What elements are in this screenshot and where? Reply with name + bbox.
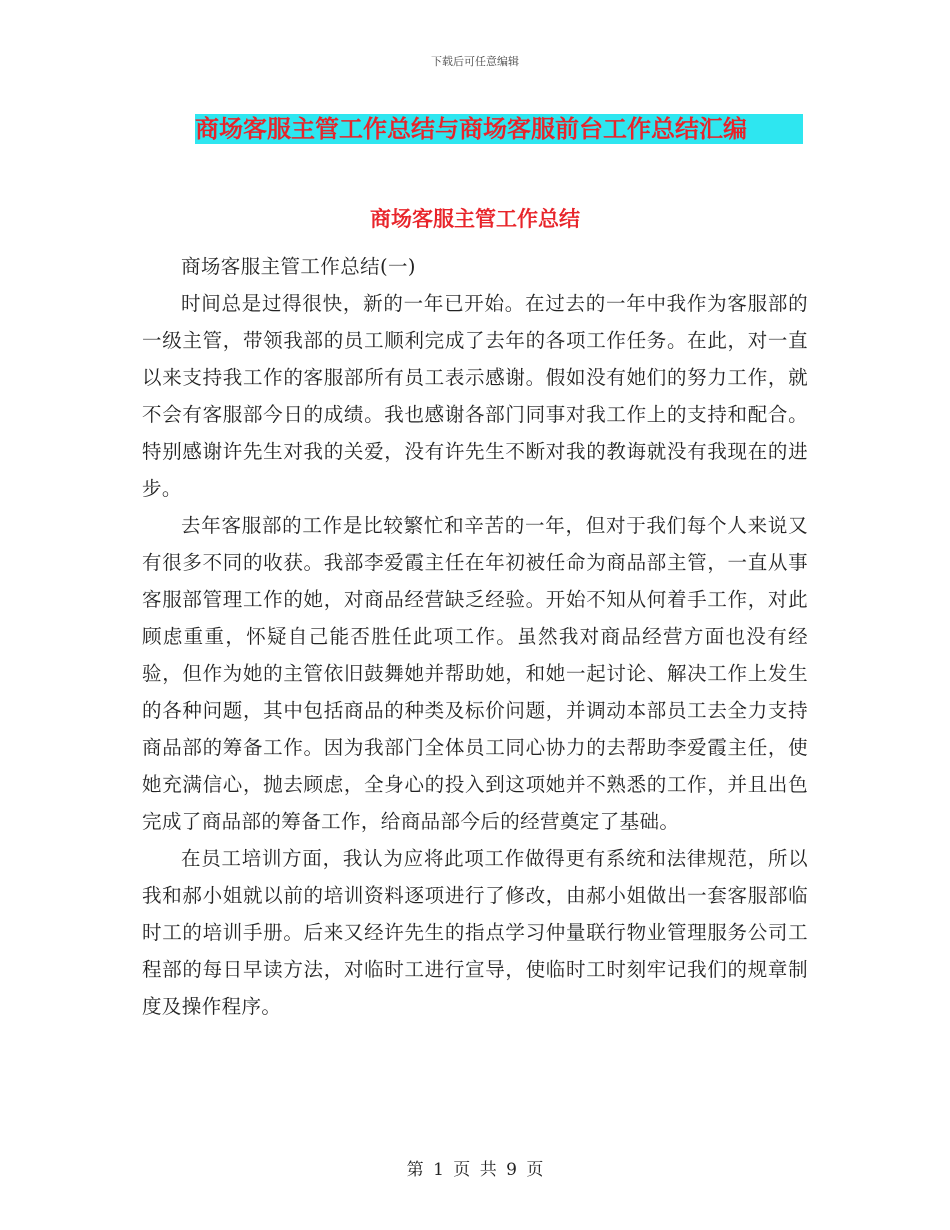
section-title: 商场客服主管工作总结: [370, 207, 580, 231]
page-footer: 第 1 页 共 9 页: [406, 1160, 544, 1180]
paragraph: 在员工培训方面，我认为应将此项工作做得更有系统和法律规范，所以我和郝小姐就以前的培训资料逐项进行了修改，由郝小姐做出一套客服部临时工的培训手册。后来又经许先生的指点学习仲量联行物业管理服务公司工程部的每日早读方法，对临时工进行宣导，使临时工时刻牢记我们的规章制度及操作程序。: [142, 847, 808, 1018]
paragraph: 时间总是过得很快，新的一年已开始。在过去的一年中我作为客服部的一级主管，带领我部的员工顺利完成了去年的各项工作任务。在此，对一直以来支持我工作的客服部所有员工表示感谢。假如没有她们的努力工作，就不会有客服部今日的成绩。我也感谢各部门同事对我工作上的支持和配合。特别感谢许先生对我的关爱，没有许先生不断对我的教诲就没有我现在的进步。: [142, 292, 808, 500]
document-title: 商场客服主管工作总结与商场客服前台工作总结汇编: [195, 114, 803, 144]
paragraph: 去年客服部的工作是比较繁忙和辛苦的一年，但对于我们每个人来说又有很多不同的收获。我部李爱霞主任在年初被任命为商品部主管，一直从事客服部管理工作的她，对商品经营缺乏经验。开始不知从何着手工作，对此顾虑重重，怀疑自己能否胜任此项工作。虽然我对商品经营方面也没有经验，但作为她的主管依旧鼓舞她并帮助她，和她一起讨论、解决工作上发生的各种问题，其中包括商品的种类及标价问题，并调动本部员工去全力支持商品部的筹备工作。因为我部门全体员工同心协力的去帮助李爱霞主任，使她充满信心，抛去顾虑，全身心的投入到这项她并不熟悉的工作，并且出色完成了商品部的筹备工作，给商品部今后的经营奠定了基础。: [142, 514, 808, 833]
header-note: 下载后可任意编辑: [431, 55, 519, 68]
document-body: [142, 248, 808, 1025]
subheading: 商场客服主管工作总结(一): [181, 255, 416, 278]
